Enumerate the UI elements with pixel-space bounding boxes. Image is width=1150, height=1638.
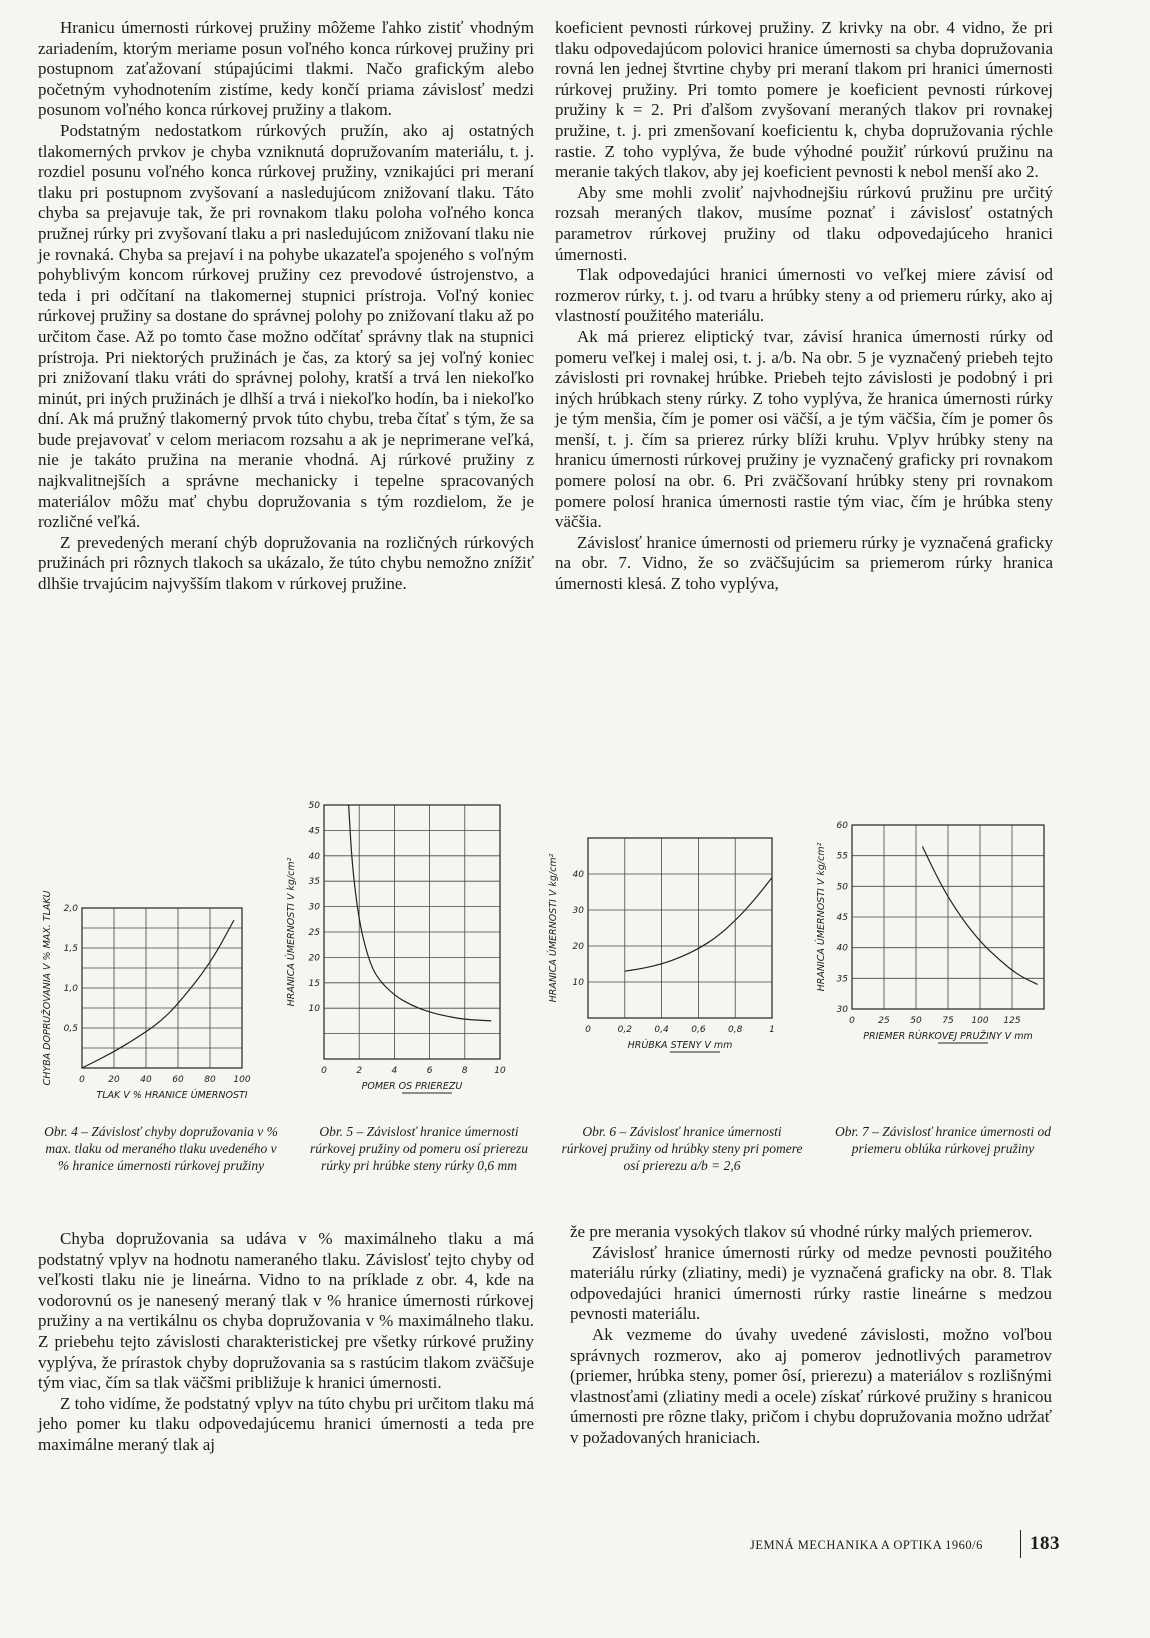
paragraph: Závislosť hranice úmernosti rúrky od medze pevnosti použitého materiálu rúrky (zliatiny, medi) je vyznačená graficky na obr. 8. Tlak odpovedajúci hranici úmernosti rúrky rastie lineárne s medzou pevnosti materiálu.	[570, 1242, 1052, 1324]
y-tick-label: 40	[836, 943, 848, 954]
y-axis-label: HRANICA ÚMERNOSTI V kg/cm²	[816, 842, 827, 992]
figure-7-chart	[810, 807, 1070, 1077]
y-tick-label: 25	[308, 928, 320, 938]
x-tick-label: 8	[461, 1066, 468, 1076]
paragraph: že pre merania vysokých tlakov sú vhodné rúrky malých priemerov.	[570, 1222, 1033, 1241]
page-number: 183	[1030, 1533, 1060, 1554]
x-tick-label: 100	[971, 1016, 989, 1026]
x-tick-label: 60	[172, 1075, 184, 1085]
y-tick-label: 10	[308, 1004, 320, 1015]
y-tick-label: 45	[308, 826, 320, 837]
figure-5-caption: Obr. 5 – Závislosť hranice úmernosti rúrkovej pružiny od pomeru osí prierezu rúrky pri hrúbke steny rúrky 0,6 mm	[309, 1124, 529, 1173]
paragraph: Závislosť hranice úmernosti od priemeru rúrky je vyznačená graficky na obr. 7. Vidno, že so zväčšujúcim sa priemerom rúrky hranica úmernosti klesá. Z toho vyplýva,	[555, 532, 1053, 594]
y-tick-label: 10	[572, 978, 584, 988]
x-tick-label: 75	[942, 1016, 954, 1026]
data-curve	[349, 805, 492, 1021]
figure-6-chart	[538, 808, 798, 1078]
x-tick-label: 20	[108, 1075, 120, 1085]
x-tick-label: 100	[233, 1075, 251, 1085]
figure-4-caption: Obr. 4 – Závislosť chyby dopružovania v % max. tlaku od meraného tlaku uvedeného v % hranice úmernosti rúrkovej pružiny	[44, 1124, 278, 1173]
y-tick-label: 1,5	[63, 944, 78, 954]
x-tick-label: 2	[356, 1066, 363, 1076]
y-tick-label: 20	[308, 953, 320, 964]
paragraph: Ak má prierez eliptický tvar, závisí hranica úmernosti rúrky od pomeru veľkej i malej osi, t. j. a/b. Na obr. 5 je vyznačený priebeh tejto závislosti pri rovnakej hrúbke. Priebeh tejto závislosti je podobný i pri iných hrúbkach steny rúrky. Z toho vyplýva, že hranica úmernosti rúrky je tým menšia, čím je pomer osi väčší, a je tým väčšia, čím je pomer ôs menší, t. j. čím sa prierez rúrky blíži kruhu. Vplyv hrúbky steny na hranicu úmernosti rúrkovej pružiny je vyznačený graficky pri rovnakom pomere polosí na obr. 6. Pri zväčšovaní hrúbky steny pri rovnakom pomere polosí hranica úmernosti rastie tým viac, čím je hrúbka steny väčšia.	[555, 326, 1053, 532]
x-tick-label: 0,4	[654, 1025, 669, 1035]
x-axis-label: TLAK V % HRANICE ÚMERNOSTI	[96, 1090, 248, 1100]
x-tick-label: 40	[140, 1075, 152, 1085]
x-tick-label: 0	[321, 1066, 327, 1076]
figure-6-caption: Obr. 6 – Závislosť hranice úmernosti rúrkovej pružiny od hrúbky steny pri pomere osí prierezu a/b = 2,6	[561, 1124, 803, 1173]
y-tick-label: 1,0	[63, 984, 78, 994]
x-tick-label: 6	[426, 1066, 433, 1076]
right-column-top	[555, 18, 1053, 595]
x-tick-label: 50	[910, 1016, 922, 1026]
y-tick-label: 35	[308, 877, 320, 888]
x-axis-label: POMER OS PRIEREZU	[361, 1081, 463, 1092]
y-tick-label: 50	[308, 801, 320, 811]
paragraph: Hranicu úmernosti rúrkovej pružiny môžeme ľahko zistiť vhodným zariadením, ktorým meriame posun voľného konca rúrkovej pružiny pri postupnom zaťažovaní stúpajúcimi tlakmi. Načo grafickým alebo početným vyhodnotením zistíme, kedy končí priama závislosť medzi posunom voľného konca rúrkovej pružiny a tlakom.	[38, 18, 534, 120]
paragraph: Aby sme mohli zvoliť najvhodnejšiu rúrkovú pružinu pre určitý rozsah meraných tlakov, musíme poznať i závislosť ostatných parametrov rúrkovej pružiny od tlaku odpovedajúceho hranici úmernosti.	[555, 182, 1053, 264]
y-tick-label: 40	[572, 870, 584, 880]
y-tick-label: 50	[836, 882, 848, 893]
paragraph: Chyba dopružovania sa udáva v % maximálneho tlaku a má podstatný vplyv na hodnotu nameraného tlaku. Závislosť tejto chyby od veľkosti tlaku nie je lineárna. Vidno to na príklade z obr. 4, kde na vodorovnú os je nanesený meraný tlak v % hranice úmernosti rúrkovej pružiny a na vertikálnu os chyba dopružovania v % maximálneho tlaku. Z priebehu tejto závislosti charakteristickej pre všetky rúrkové pružiny vyplýva, že prírastok chyby dopružovania sa s rastúcim tlakom zväčšuje tým viac, čím sa tlak väčšmi približuje k hranici úmernosti.	[38, 1229, 534, 1393]
data-curve	[82, 920, 234, 1068]
paragraph: Podstatným nedostatkom rúrkových pružín, ako aj ostatných tlakomerných prvkov je chyba vzniknutá dopružovaním materiálu, t. j. rozdiel posunu voľného konca rúrkovej pružiny, vznikajúci pri meraní tlaku pri postupnom zvyšovaní a nasledujúcom znižovaní tlaku. Táto chyba sa prejavuje tak, že pri rovnakom tlaku poloha voľného konca pružnej rúrky pri zvyšovaní tlaku a pri nasledujúcom znižovaní tlaku nie je rovnaká. Chyba sa prejaví i na pohybe ukazateľa spojeného s voľným pohyblivým koncom rúrkovej pružiny cez prevodové ústrojenstvo, a teda i pri odčítaní na tlakomernej stupnici prístroja. Voľný koniec rúrkovej pružiny sa dostane do správnej polohy po znižovaní tlaku až po určitom čase. Až po tomto čase možno odčítať správny tlak na stupnici prístroja. Pri niektorých pružinách je čas, za ktorý sa jej voľný koniec pri znižovaní tlaku vráti do správnej polohy, kratší a trvá len niekoľko minút, pri iných pružinách je dlhší a trvá i niekoľko hodín, ba i niekoľko dní. Ak má pružný tlakomerný prvok túto chybu, treba čítať s tým, že sa bude prejavovať v celom meriacom rozsahu a ak je neprimerane veľká, nie je takáto pružina na meranie vhodná. Aj rúrkové pružiny z najkvalitnejších a správne mechanicky i tepelne spracovaných materiálov môžu mať chybu dopružovania s tým rozdielom, že je rozličné veľká.	[38, 120, 534, 532]
x-tick-label: 1	[769, 1025, 775, 1035]
y-tick-label: 30	[572, 906, 584, 916]
figure-5-chart	[280, 795, 530, 1105]
y-tick-label: 60	[836, 821, 848, 831]
right-column-bottom	[570, 1222, 1052, 1449]
publication-name: JEMNÁ MECHANIKA A OPTIKA 1960/6	[750, 1538, 983, 1552]
left-column-bottom	[38, 1229, 534, 1456]
plot-frame	[588, 838, 772, 1018]
x-tick-label: 0,8	[728, 1025, 743, 1035]
y-tick-label: 20	[572, 942, 584, 952]
figure-4-chart	[30, 870, 290, 1100]
y-tick-label: 0,5	[63, 1024, 78, 1034]
left-column-top	[38, 18, 534, 595]
paragraph: Z prevedených meraní chýb dopružovania na rozličných rúrkových pružinách pri rôznych tlakoch sa ukázalo, že túto chybu nemožno znížiť dlhšie trvajúcim najvyšším tlakom v rúrkovej pružine.	[38, 532, 534, 594]
y-tick-label: 2,0	[63, 904, 78, 914]
figure-7-caption: Obr. 7 – Závislosť hranice úmernosti od priemeru oblúka rúrkovej pružiny	[834, 1124, 1052, 1156]
y-tick-label: 40	[308, 851, 320, 862]
x-tick-label: 0	[585, 1025, 591, 1035]
y-tick-label: 45	[836, 913, 848, 923]
paragraph: Ak vezmeme do úvahy uvedené závislosti, možno voľbou správnych rozmerov, ako aj pomerov jednotlivých parametrov (priemer, hrúbka steny, pomer ôsí, prierezu) a materiálov s rozlišnými vlastnosťami (zliatiny medi a ocele) získať rúrkové pružiny s hranicou úmernosti pre rôzne tlaky, pričom i chybu dopružovania možno udržať v požadovaných hraniciach.	[570, 1324, 1052, 1447]
x-tick-label: 25	[878, 1016, 890, 1026]
x-tick-label: 125	[1003, 1016, 1021, 1026]
y-axis-label: CHYBA DOPRUŽOVANIA V % MAX. TLAKU	[42, 890, 53, 1086]
y-tick-label: 30	[836, 1005, 848, 1015]
x-tick-label: 0,6	[691, 1025, 706, 1035]
x-axis-label: HRÚBKA STENY V mm	[627, 1040, 733, 1051]
x-tick-label: 0	[79, 1075, 85, 1085]
y-tick-label: 15	[308, 978, 320, 989]
y-tick-label: 35	[836, 974, 848, 985]
x-tick-label: 0,2	[617, 1025, 632, 1035]
x-tick-label: 80	[204, 1075, 216, 1085]
paragraph: Z toho vidíme, že podstatný vplyv na túto chybu pri určitom tlaku má jeho pomer ku tlaku odpovedajúcemu hranici úmernosti a teda pre maximálne meraný tlak aj	[38, 1393, 534, 1454]
y-tick-label: 30	[308, 902, 320, 913]
footer-divider	[1020, 1530, 1021, 1558]
x-tick-label: 4	[391, 1066, 398, 1076]
y-tick-label: 55	[836, 851, 848, 862]
x-tick-label: 0	[849, 1016, 855, 1026]
paragraph: koeficient pevnosti rúrkovej pružiny. Z krivky na obr. 4 vidno, že pri tlaku odpovedajúcom polovici hranice úmernosti sa chyba dopružovania rovná len jednej štvrtine chyby pri meraní tlakom pri hranici úmernosti rúrkovej pružiny. Pri tomto pomere je koeficient pevnosti rúrkovej pružiny k = 2. Pri ďalšom zvyšovaní meraných tlakov pri rovnakej pružine, t. j. pri zmenšovaní koeficientu k, chyba dopružovania rýchle rastie. Z toho vyplýva, že bude výhodné použiť rúrkovú pružinu na meranie takých tlakov, aby jej koeficient pevnosti k nebol menší ako 2.	[555, 18, 1053, 182]
x-axis-label: PRIEMER RÚRKOVEJ PRUŽINY V mm	[863, 1031, 1033, 1042]
x-tick-label: 10	[494, 1066, 506, 1076]
y-axis-label: HRANICA ÚMERNOSTI V kg/cm²	[548, 853, 559, 1003]
y-axis-label: HRANICA ÚMERNOSTI V kg/cm²	[286, 857, 297, 1007]
paragraph: Tlak odpovedajúci hranici úmernosti vo veľkej miere závisí od rozmerov rúrky, t. j. od tvaru a hrúbky steny a od priemeru rúrky, ako aj vlastností použitého materiálu.	[555, 265, 1053, 326]
